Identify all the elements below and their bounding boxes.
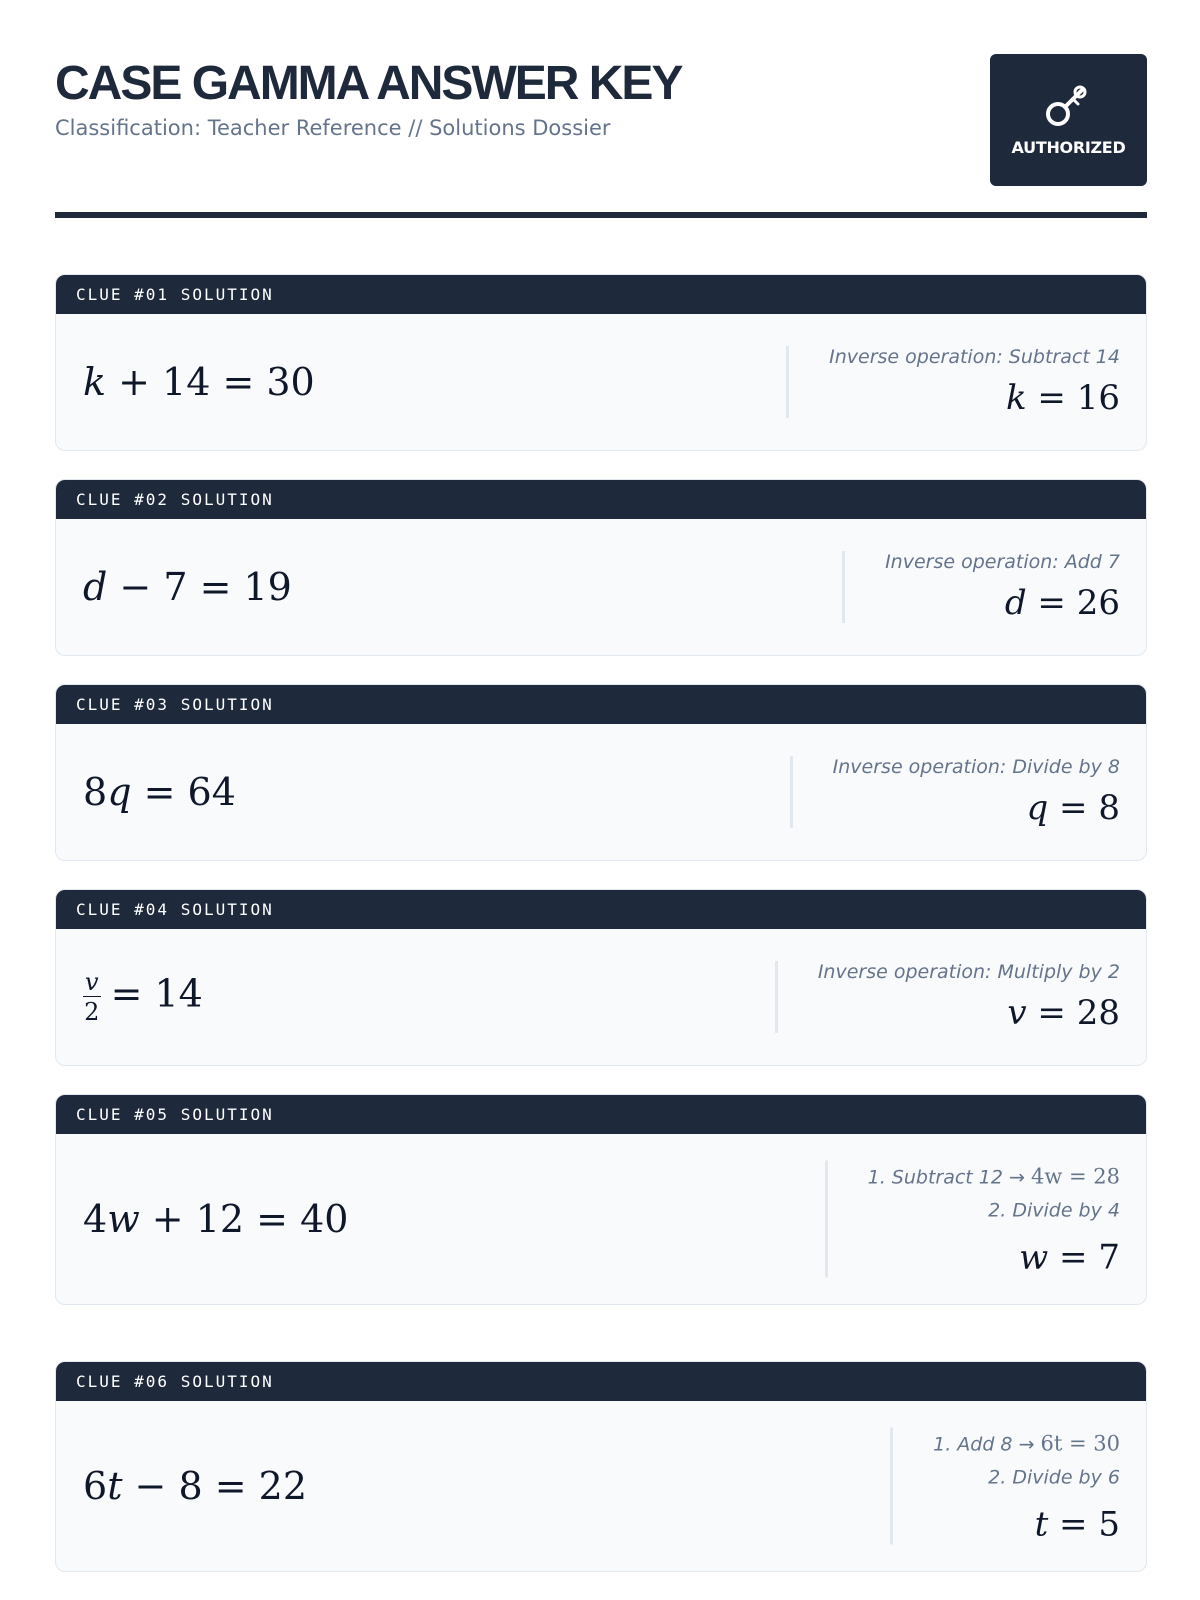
clue-solution — [775, 961, 1120, 1033]
clue-label: CLUE #02 SOLUTION — [56, 480, 1146, 519]
page-subtitle: Classification: Teacher Reference // Solutions Dossier — [55, 116, 611, 140]
inverse-operation-note: Inverse operation: Multiply by 2 — [817, 961, 1120, 983]
clue-label: CLUE #05 SOLUTION — [56, 1095, 1146, 1134]
clue-card — [55, 274, 1147, 451]
clue-answer: v = 28 — [1007, 993, 1120, 1033]
clue-label: CLUE #01 SOLUTION — [56, 275, 1146, 314]
clue-equation: 6t − 8 = 22 — [83, 1464, 307, 1508]
clue-card — [55, 1361, 1147, 1572]
clue-solution — [890, 1428, 1120, 1545]
solution-step: 2. Divide by 6 — [988, 1466, 1120, 1489]
clue-card — [55, 1094, 1147, 1305]
clue-answer: t = 5 — [1034, 1504, 1120, 1545]
clue-equation: 4w + 12 = 40 — [83, 1197, 349, 1241]
clue-answer: w = 7 — [1019, 1237, 1120, 1278]
clue-solution — [842, 551, 1120, 623]
clue-card — [55, 684, 1147, 861]
inverse-operation-note: Inverse operation: Divide by 8 — [832, 756, 1120, 778]
clue-solution — [790, 756, 1120, 828]
page-title: CASE GAMMA ANSWER KEY — [55, 57, 682, 110]
clue-label: CLUE #03 SOLUTION — [56, 685, 1146, 724]
fraction: $\frac{v}{2}$ — [84, 968, 100, 1026]
header-divider — [55, 212, 1147, 218]
clue-solution — [786, 346, 1120, 418]
clue-solution — [825, 1161, 1120, 1278]
clue-answer: q = 8 — [1026, 788, 1120, 828]
clue-label: CLUE #04 SOLUTION — [56, 890, 1146, 929]
badge-label: AUTHORIZED — [1011, 138, 1126, 157]
clue-answer: k = 16 — [1006, 378, 1120, 418]
clue-card — [55, 479, 1147, 656]
inverse-operation-note: Inverse operation: Subtract 14 — [829, 346, 1120, 368]
clue-card — [55, 889, 1147, 1066]
clue-equation: 8q = 64 — [83, 770, 236, 814]
clue-equation: k + 14 = 30 — [83, 360, 315, 404]
page-header — [55, 54, 1147, 186]
solution-step: 1. Subtract 12 → 4w = 28 — [867, 1164, 1120, 1189]
inverse-operation-note: Inverse operation: Add 7 — [885, 551, 1120, 573]
clue-label: CLUE #06 SOLUTION — [56, 1362, 1146, 1401]
authorized-badge — [990, 54, 1147, 186]
solution-step: 1. Add 8 → 6t = 30 — [933, 1431, 1120, 1456]
clue-equation: $\frac{v}{2}$ = 14 — [84, 968, 203, 1026]
clue-answer: d = 26 — [1004, 583, 1120, 623]
solution-step: 2. Divide by 4 — [988, 1199, 1120, 1222]
clue-equation: d − 7 = 19 — [83, 565, 292, 609]
key-icon — [1042, 78, 1094, 134]
